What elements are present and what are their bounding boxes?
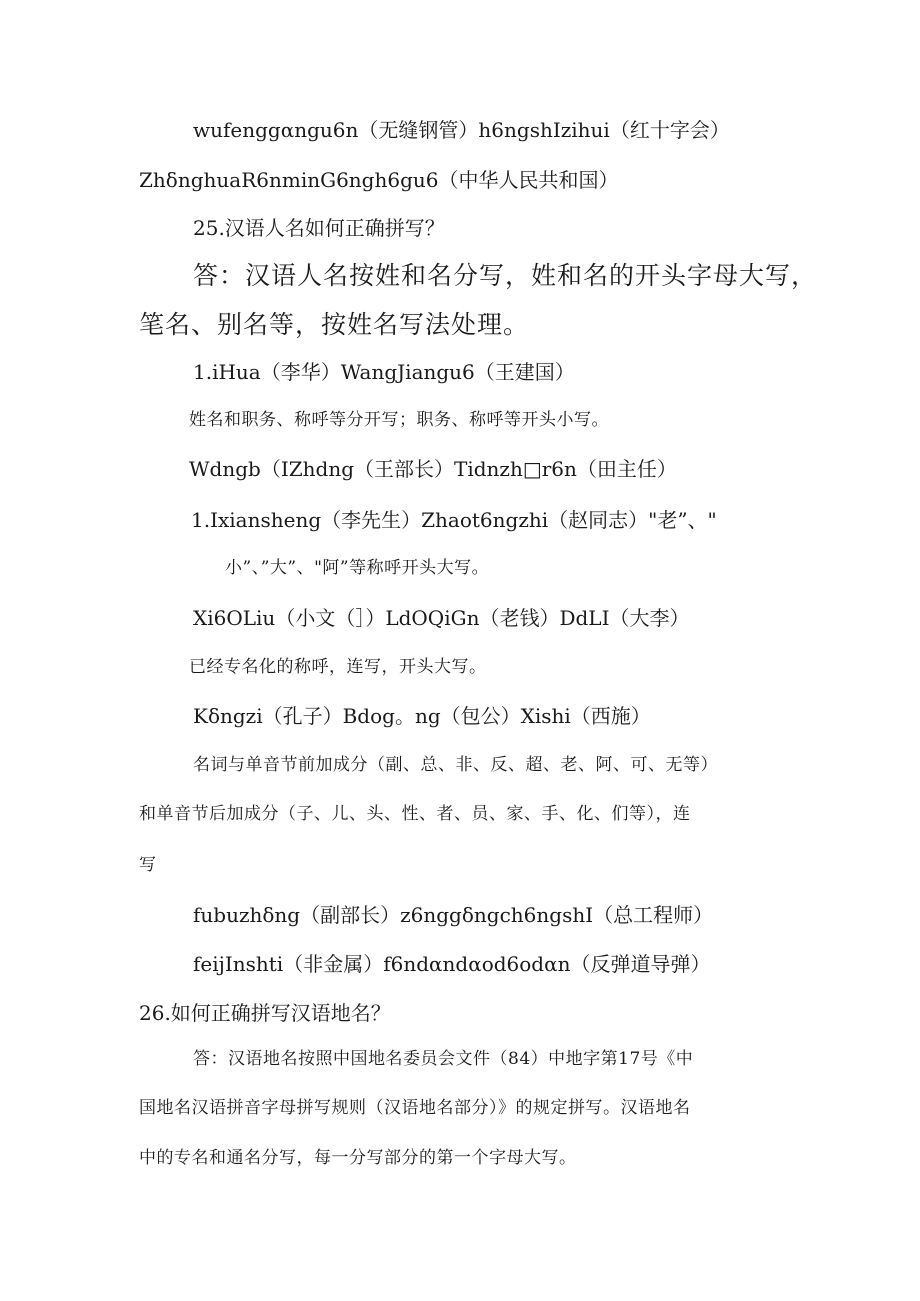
answer-26-line-3: 中的专名和通名分写，每一分写部分的第一个字母大写。 [139,1148,577,1168]
text-line-16: 写 [139,855,157,875]
question-25-heading: 25.汉语人名如何正确拼写？ [193,216,445,240]
answer-25-line-2: 笔名、别名等，按姓名写法处理。 [139,310,530,339]
text-line-13: Kδngzi（孔子）Bdog。ng（包公）Xishi（西施） [193,704,651,728]
question-26-heading: 26.如何正确拼写汉语地名？ [139,1001,391,1025]
text-line-18: feijInshti（非金属）f6ndαndαod6odαn（反弹道导弹） [193,952,711,976]
text-line-6: 1.iHua（李华）WangJiangu6（王建国） [193,360,575,384]
text-line-9: 1.Ixiansheng（李先生）Zhaot6ngzhi（赵同志）"老”、" [191,508,717,532]
answer-25-line-1: 答：汉语人名按姓和名分写，姓和名的开头字母大写， [193,261,818,290]
answer-26-line-2: 国地名汉语拼音字母拼写规则（汉语地名部分）》的规定拼写。汉语地名 [139,1098,691,1118]
text-line-12: 已经专名化的称呼，连写，开头大写。 [189,657,487,677]
answer-26-line-1: 答：汉语地名按照中国地名委员会文件（84）中地字第17号《中 [193,1049,694,1069]
text-line-2: ZhδnghuaR6nminG6ngh6gu6（中华人民共和国） [139,168,619,192]
text-line-8: Wdngb（IZhdng（王部长）Tidnzh□r6n（田主任） [189,457,677,481]
text-line-11: Xi6OLiu（小文（］）LdOQiGn（老钱）DdLI（大李） [193,606,690,630]
text-line-1: wufenggαngu6n（无缝钢管）h6ngshIzihui（红十字会） [193,118,730,142]
text-line-7: 姓名和职务、称呼等分开写；职务、称呼等开头小写。 [189,410,609,430]
text-line-15: 和单音节后加成分（子、儿、头、性、者、员、家、手、化、们等），连 [139,804,691,824]
text-line-10: 小”、”大”、"阿”等称呼开头大写。 [225,558,490,578]
text-line-17: fubuzhδng（副部长）z6nggδngch6ngshI（总工程师） [193,903,714,927]
text-line-14: 名词与单音节前加成分（副、总、非、反、超、老、阿、可、无等） [193,755,718,775]
